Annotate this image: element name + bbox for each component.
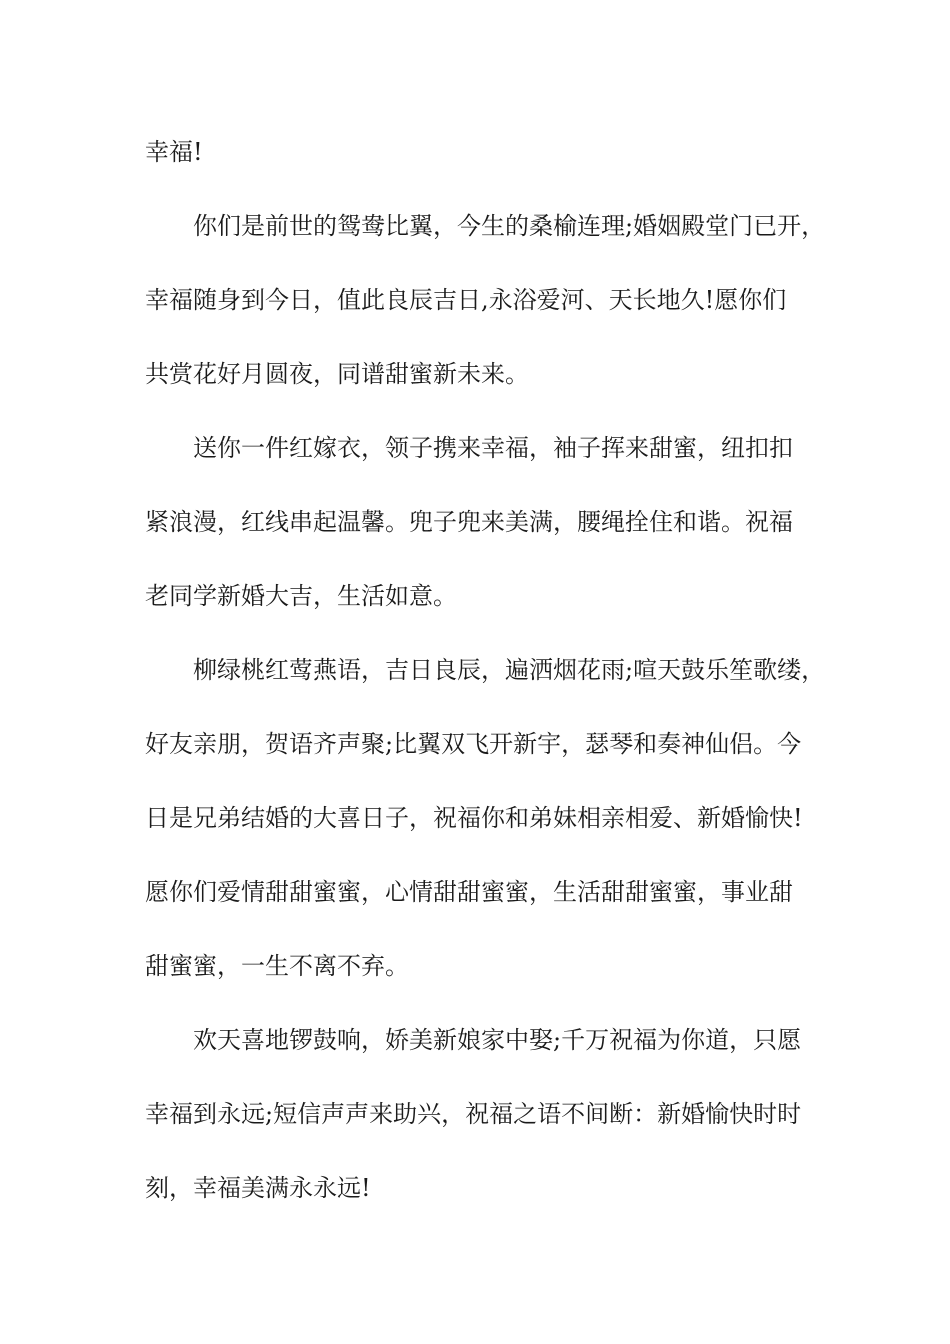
paragraph-4-line-2: 幸福到永远;短信声声来助兴，祝福之语不间断：新婚愉快时时 bbox=[145, 1100, 802, 1128]
paragraph-4-line-1: 欢天喜地锣鼓响，娇美新娘家中娶;千万祝福为你道，只愿 bbox=[193, 1026, 802, 1054]
paragraph-1-line-3: 共赏花好月圆夜，同谱甜蜜新未来。 bbox=[145, 360, 529, 388]
text-line: 幸福! bbox=[145, 138, 203, 166]
paragraph-2-line-2: 紧浪漫，红线串起温馨。兜子兜来美满，腰绳拴住和谐。祝福 bbox=[145, 508, 793, 536]
paragraph-1-line-1: 你们是前世的鸳鸯比翼，今生的桑榆连理;婚姻殿堂门已开， bbox=[193, 212, 826, 240]
paragraph-2-line-1: 送你一件红嫁衣，领子携来幸福，袖子挥来甜蜜，纽扣扣 bbox=[193, 434, 793, 462]
paragraph-3-line-2: 好友亲朋，贺语齐声聚;比翼双飞开新宇，瑟琴和奏神仙侣。今 bbox=[145, 730, 802, 758]
paragraph-1-line-2: 幸福随身到今日，值此良辰吉日,永浴爱河、天长地久!愿你们 bbox=[145, 286, 787, 314]
paragraph-2-line-3: 老同学新婚大吉，生活如意。 bbox=[145, 582, 457, 610]
paragraph-3-line-5: 甜蜜蜜，一生不离不弃。 bbox=[145, 952, 409, 980]
paragraph-3-line-3: 日是兄弟结婚的大喜日子，祝福你和弟妹相亲相爱、新婚愉快! bbox=[145, 804, 803, 832]
paragraph-4-line-3: 刻，幸福美满永永远! bbox=[145, 1174, 371, 1202]
paragraph-3-line-1: 柳绿桃红莺燕语，吉日良辰，遍洒烟花雨;喧天鼓乐笙歌缕， bbox=[193, 656, 826, 684]
paragraph-3-line-4: 愿你们爱情甜甜蜜蜜，心情甜甜蜜蜜，生活甜甜蜜蜜，事业甜 bbox=[145, 878, 793, 906]
